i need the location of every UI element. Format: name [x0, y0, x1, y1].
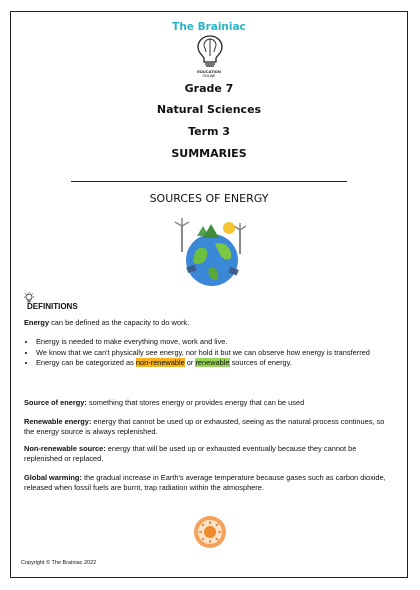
list-item-text: Energy can be categorized as [36, 358, 136, 368]
term-text: the gradual increase in Earth's average temperature because gases such as carbon dioxide, released when fossil fuels are burnt, trap radiation within the atmosphere. [24, 473, 386, 492]
definitions-heading: DEFINITIONS [27, 302, 78, 311]
term-label: Renewable energy: [24, 417, 92, 426]
energy-bullet-list [24, 337, 401, 369]
copyright: Copyright © The Brainiac 2022 [21, 560, 97, 566]
earth-renewable-energy-icon [173, 218, 251, 290]
definition-non-renewable-source [24, 444, 389, 463]
term-text: energy that will be used up or exhausted eventually because they cannot be replenished or replaced. [24, 444, 357, 463]
brain-lightbulb-logo-icon [195, 34, 225, 68]
term-text: can be defined as the capacity to do work. [49, 318, 190, 327]
grade-heading: Grade 7 [184, 82, 234, 95]
energy-definition [24, 318, 389, 328]
definition-global-warming [24, 473, 389, 492]
list-item: • We know that we can't physically see energy, nor hold it but we can observe how energy is transferred [36, 348, 401, 358]
logo-caption-small: ONLINE [202, 74, 216, 78]
term-heading: Term 3 [188, 125, 230, 138]
term-text: energy that cannot be used up or exhausted, seeing as the natural process continues, so the energy source is always replenished. [24, 417, 385, 436]
non-renewable-highlight: non-renewable [135, 358, 185, 368]
term-text: something that stores energy or provides energy that can be used [86, 398, 305, 407]
subject-heading: Natural Sciences [156, 103, 262, 116]
document-page [10, 11, 408, 578]
term-label: Energy [24, 318, 50, 327]
logo-caption: EDUCATION [197, 69, 221, 74]
definition-source-of-energy [24, 398, 389, 408]
list-item: • Energy is needed to make everything move, work and live. [36, 337, 401, 347]
section-title: SOURCES OF ENERGY [149, 192, 269, 205]
list-item-text: or [184, 358, 196, 368]
term-label: Non-renewable source: [24, 444, 106, 453]
sun-energy-badge-icon [192, 514, 228, 550]
list-item [36, 358, 401, 368]
term-label: Source of energy: [24, 398, 87, 407]
term-label: Global warming: [24, 473, 82, 482]
list-item-text: sources of energy. [229, 358, 292, 368]
doc-type-heading: SUMMARIES [171, 147, 247, 160]
divider [71, 181, 347, 182]
definition-renewable-energy [24, 417, 389, 436]
brand-name: The Brainiac [172, 21, 246, 33]
renewable-highlight: renewable [195, 358, 230, 368]
